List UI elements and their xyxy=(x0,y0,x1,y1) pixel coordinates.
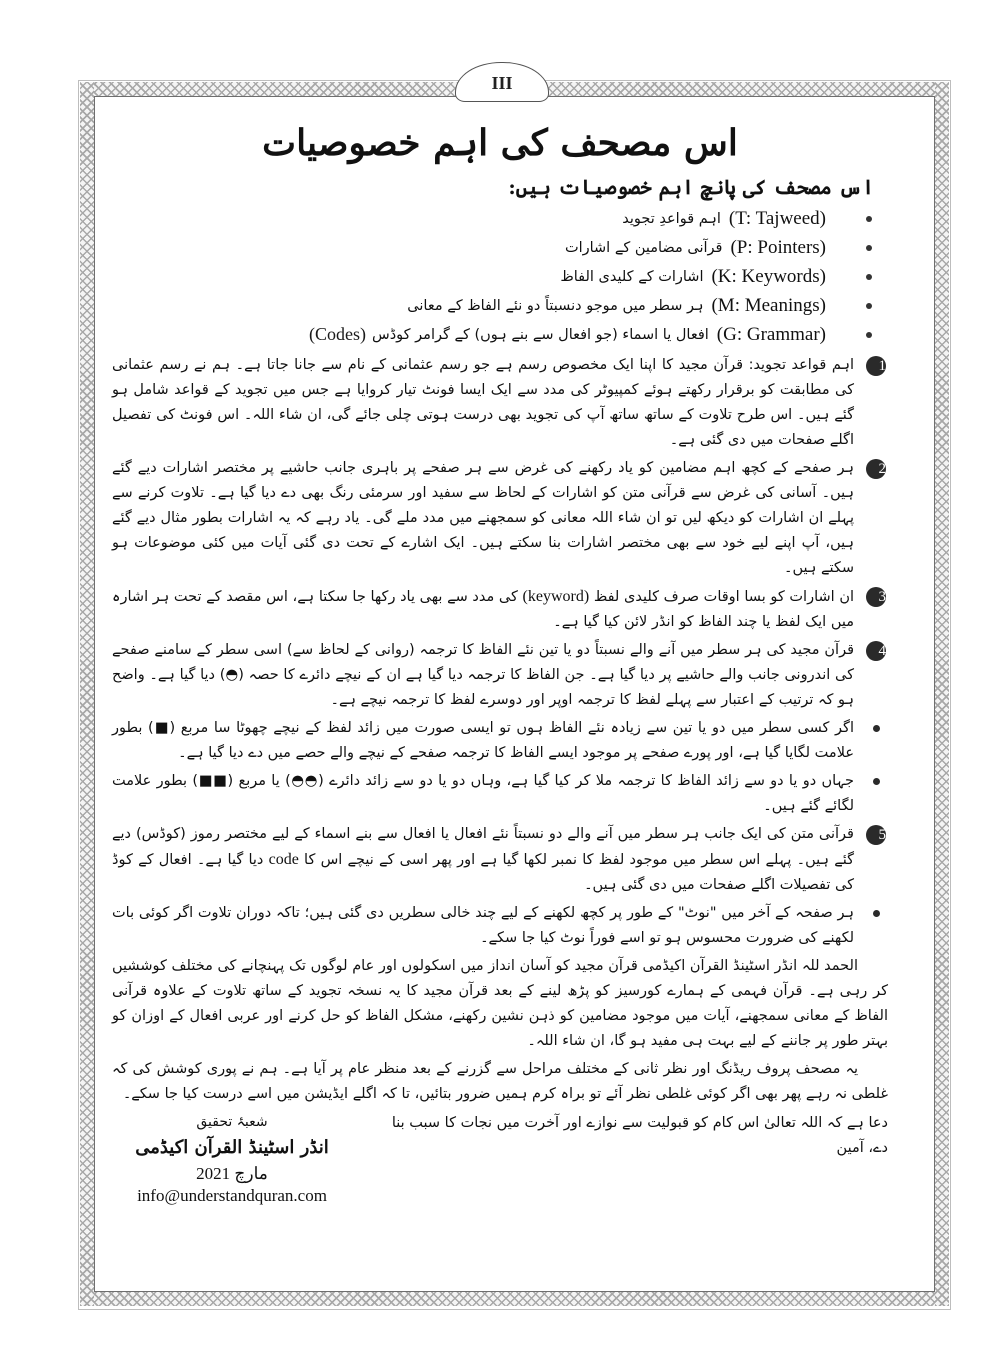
page-subtitle: اس مصحف کی پانچ اہم خصوصیات ہیں: xyxy=(508,175,874,199)
bullet-text: ہر صفحہ کے آخر میں "نوٹ" کے طور پر کچھ لکھنے کے لیے چند خالی سطریں دی گئی ہیں؛ تاکہ دوران تلاوت اگر کوئی بات لکھنے کی ضرورت محسوس ہو تو اسے فوراً نوٹ کیا جا سکے۔ xyxy=(112,905,854,946)
page-number: III xyxy=(491,73,513,93)
feature-code: (K: Keywords) xyxy=(711,265,826,287)
section-2 xyxy=(112,456,886,581)
section-3 xyxy=(112,584,886,635)
number-badge-icon: 1 xyxy=(866,356,886,376)
section-text: قرآن مجید کی ہر سطر میں آنے والے نسبتاً دو یا تین نئے الفاظ کا ترجمہ (روانی کے لحاظ سے) اسی سطر کے سامنے صفحے کی اندرونی جانب والے حاشیے پر دیا گیا ہے۔ جن الفاظ کا ترجمہ دیا گیا ہے ان کے نیچے دائرے کا حصہ (◓) دیا گیا ہے۔ واضح ہو کہ ترتیب کے اعتبار سے پہلے لفظ کا ترجمہ اوپر اور دوسرے لفظ کا ترجمہ نیچے ہے۔ xyxy=(112,642,854,708)
section-4 xyxy=(112,638,886,713)
ornamental-border-left xyxy=(80,82,94,1306)
page-content xyxy=(112,118,888,1207)
feature-code: (M: Meanings) xyxy=(711,294,826,316)
bullet-icon xyxy=(866,245,872,251)
bullet-icon xyxy=(866,274,872,280)
bullet-icon xyxy=(866,216,872,222)
body-content xyxy=(112,353,888,951)
section-text: اہم قواعد تجوید: قرآن مجید کا اپنا ایک مخصوص رسم ہے جو رسم عثمانی کے نام سے جانا جاتا ہے۔ ہم نے رسم عثمانی کی مطابقت کو برقرار رکھتے ہوئے کمپیوٹر کی مدد سے ایک ایسا فونٹ تیار کروایا ہے جس میں تجوید کے قواعد شامل ہو گئے ہیں۔ اس طرح تلاوت کے ساتھ ساتھ آپ کی تجوید بھی درست ہوتی چلی جائے گی، ان شاء اللہ۔ اس فونٹ کی تفصیل اگلے صفحات میں دی گئی ہے۔ xyxy=(112,357,854,448)
page-number-badge xyxy=(455,62,549,102)
code-term: code xyxy=(268,851,299,868)
signature-department: شعبۂ تحقیق xyxy=(196,1114,268,1130)
section-text-before: قرآنی متن کی ایک جانب ہر سطر میں آنے والے دو نسبتاً نئے افعال یا افعال سے بنے اسماء کے لیے مختصر رموز (کوڈس) دیے گئے ہیں۔ پہلے اس سطر میں موجود لفظ کا نمبر لکھا گیا ہے اور پھر اسی کے نیچے اس کا xyxy=(112,826,855,868)
bullet-text: اگر کسی سطر میں دو یا تین سے زیادہ نئے الفاظ ہوں تو ایسی صورت میں زائد لفظ کے نیچے چھوٹا سا مربع (■) بطور علامت لگایا گیا ہے، اور پورے صفحے پر موجود ایسے الفاظ کا ترجمہ صفحے کے نیچے والے حصے میں دے دیا گیا ہے۔ xyxy=(112,720,854,761)
footer-row xyxy=(112,1111,888,1207)
signature-block xyxy=(112,1111,352,1207)
section-5 xyxy=(112,822,886,898)
bullet-text: جہاں دو یا دو سے زائد الفاظ کا ترجمہ ملا کر کیا گیا ہے، وہاں دو یا دو سے زائد دائرے (◓◓) یا مربع (■■) بطور علامت لگائے گئے ہیں۔ xyxy=(112,773,854,814)
section-text-after: کی مدد سے بھی یاد رکھا جا سکتا ہے، اس مقصد کے تحت ہر اشارہ میں ایک لفظ یا چند الفاظ کو انڈر لائن کیا گیا ہے۔ xyxy=(112,589,854,630)
bullet-icon xyxy=(873,778,880,785)
page-title: اس مصحف کی اہم خصوصیات xyxy=(262,122,738,164)
feature-label: اہم قواعدِ تجوید xyxy=(622,210,721,227)
bullet-icon xyxy=(873,725,880,732)
sub-bullet xyxy=(112,901,854,951)
bullet-icon xyxy=(873,910,880,917)
signature-date: مارچ 2021 xyxy=(196,1164,268,1183)
sub-bullet xyxy=(112,769,854,819)
feature-list xyxy=(112,204,872,349)
ornamental-border-bottom xyxy=(80,1292,949,1306)
number-badge-icon: 2 xyxy=(866,459,886,479)
number-badge-icon: 5 xyxy=(866,825,886,845)
feature-item xyxy=(112,262,872,291)
number-badge-icon: 3 xyxy=(866,587,886,607)
feature-suffix: (Codes) xyxy=(309,324,367,344)
section-1 xyxy=(112,353,886,453)
feature-code: (G: Grammar) xyxy=(716,323,826,345)
feature-code: (T: Tajweed) xyxy=(728,207,826,229)
feature-label: افعال یا اسماء (جو افعال سے بنے ہوں) کے گرامر کوڈس xyxy=(372,326,709,343)
closing-prayer: دعا ہے کہ اللہ تعالیٰ اس کام کو قبولیت سے نوازے اور آخرت میں نجات کا سبب بنا دے، آمین xyxy=(391,1115,888,1156)
keyword-term: (keyword) xyxy=(522,588,590,605)
feature-item xyxy=(112,233,872,262)
number-badge-icon: 4 xyxy=(866,641,886,661)
feature-label: اشارات کے کلیدی الفاظ xyxy=(560,268,704,285)
feature-label: قرآنی مضامین کے اشارات xyxy=(564,239,723,256)
sub-bullet xyxy=(112,716,854,766)
section-text: ہر صفحے کے کچھ اہم مضامین کو یاد رکھنے کی غرض سے ہر صفحے پر باہری جانب حاشیے پر مختصر اشارات دیے گئے ہیں۔ آسانی کی غرض سے قرآنی متن کو اشارات کے لحاظ سے سفید اور سرمئی رنگ بھی دے دیا گیا ہے۔ تلاوت کرنے سے پہلے ان اشارات کو دیکھ لیں تو ان شاء اللہ معانی کو سمجھنے میں مدد ملے گی۔ یاد رہے کہ یہ اشارات بطور مثال دیے گئے ہیں، آپ اپنے لیے خود سے بھی مختصر اشارات بنا سکتے ہیں۔ ایک اشارے کے تحت دی گئی آیات میں کئی موضوعات ہو سکتے ہیں۔ xyxy=(112,460,854,576)
feature-code: (P: Pointers) xyxy=(730,236,826,258)
closing-paragraph: الحمد للہ انڈر اسٹینڈ القرآن اکیڈمی قرآن مجید کو آسان انداز میں اسکولوں اور عام لوگوں تک پہنچانے کی مختلف کوششیں کر رہی ہے۔ قرآن فہمی کے ہمارے کورسیز کو پڑھ لینے کے بعد قرآن مجید کا یہ نسخہ تجوید کے ساتھ تلاوت کے علاوہ قرآنی الفاظ کے معانی سمجھنے، آیات میں موجود مضامین کو ذہن نشین رکھنے، مشکل الفاظ کو حل کرنے اور عربی افعال کے اوزان کو بہتر طور پر جاننے کے لیے بہت ہی مفید ہو گا، ان شاء اللہ۔ xyxy=(112,958,888,1049)
feature-item xyxy=(112,204,872,233)
contact-email[interactable]: info@understandquran.com xyxy=(137,1186,327,1205)
bullet-icon xyxy=(866,303,872,309)
section-text-before: ان اشارات کو بسا اوقات صرف کلیدی لفظ xyxy=(593,589,855,605)
ornamental-border-right xyxy=(935,82,949,1306)
section-text-after: دیا گیا ہے۔ افعال کے کوڈ کی تفصیلات اگلے صفحات میں دی گئی ہیں۔ xyxy=(112,852,854,893)
feature-item xyxy=(112,291,872,320)
closing-paragraph: یہ مصحف پروف ریڈنگ اور نظر ثانی کے مختلف مراحل سے گزرنے کے بعد منظر عام پر آیا ہے۔ ہم نے پوری کوشش کی کہ غلطی نہ رہے پھر بھی اگر کوئی غلطی نظر آئے تو براہ کرم ہمیں ضرور بتائیں، تا کہ اگلے ایڈیشن میں اسے درست کیا جا سکے۔ xyxy=(112,1061,888,1102)
feature-item xyxy=(112,320,872,349)
bullet-icon xyxy=(866,332,872,338)
signature-organization: انڈر اسٹینڈ القرآن اکیڈمی xyxy=(135,1137,329,1158)
feature-label: ہر سطر میں موجو دنسبتاً دو نئے الفاظ کے معانی xyxy=(407,297,704,314)
